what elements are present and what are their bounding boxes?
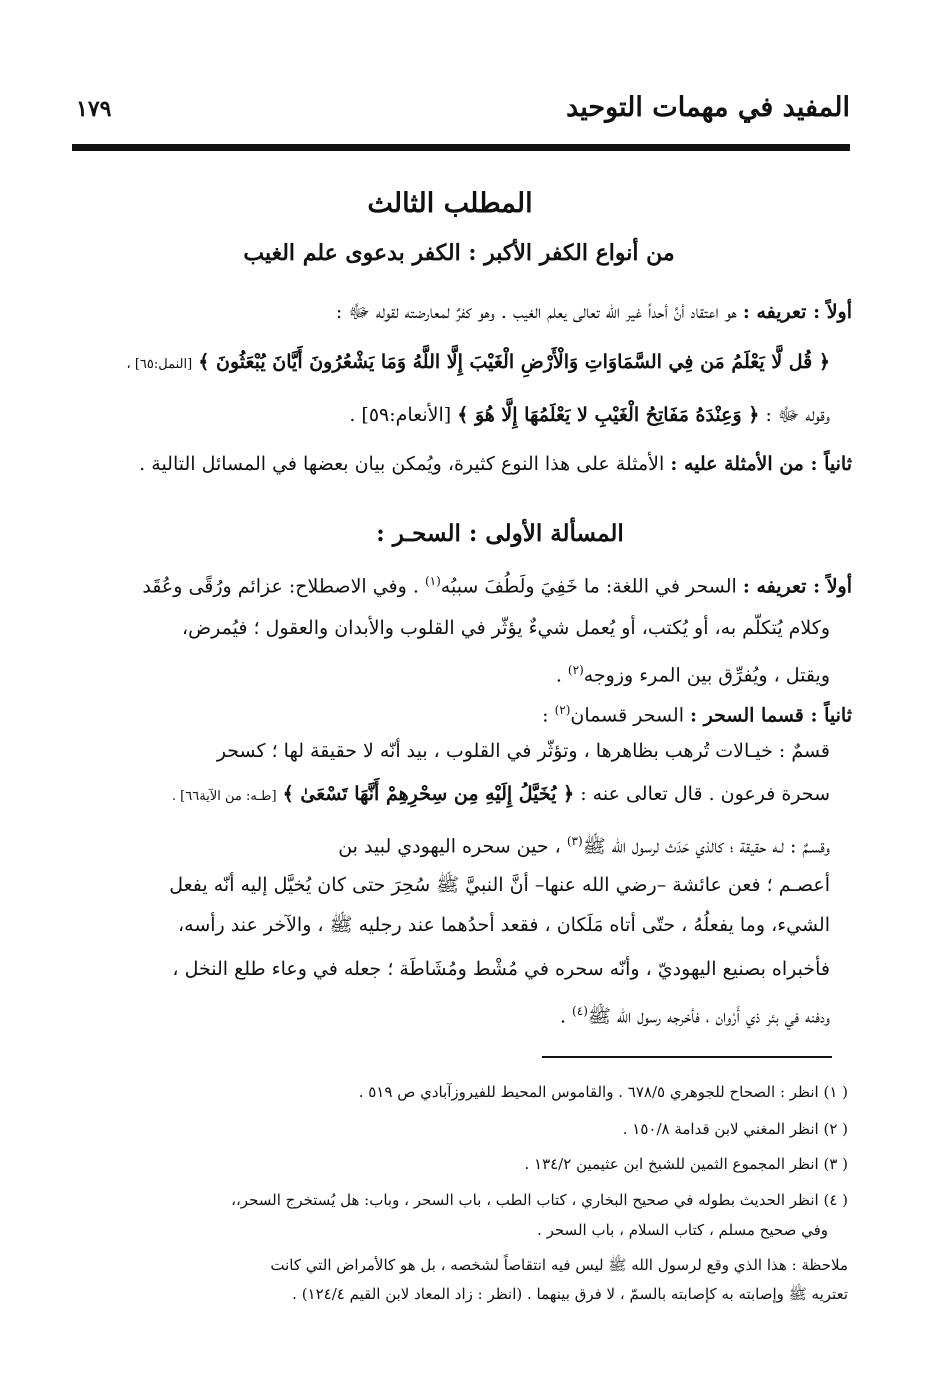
body-line: [560, 996, 830, 1031]
section-title: المطلب الثالث: [367, 188, 533, 219]
footnote-ref: (٢): [554, 703, 571, 717]
body-text: .: [555, 664, 562, 687]
verse-intro: وقوله ﷻ :: [765, 404, 830, 426]
examples-label: ثانياً : من الأمثلة عليه :: [670, 453, 852, 475]
footnote-4-cont: وفي صحيح مسلم ، كتاب السلام ، باب السحر .: [537, 1221, 828, 1239]
section-subtitle: من أنواع الكفر الأكبر : الكفر بدعوى علم الغيب: [243, 240, 675, 266]
quran-verse-anam: ﴿ وَعِنْدَهُ مَفَاتِحُ الْغَيْبِ لا يَعْلَمُهَا إِلَّا هُوَ ﴾: [457, 404, 760, 426]
body-text: ويقتل ، ويُفرِّق بين المرء وزوجه: [583, 664, 830, 687]
body-text: ، حين سحره اليهودي لبيد بن: [338, 835, 561, 858]
magic-definition-text-cont: . وفي الاصطلاح: عزائم ورُقًى وعُقَد: [142, 575, 419, 598]
body-text: .: [559, 1005, 566, 1028]
body-line: أعصـم ؛ فعن عائشة –رضي الله عنها– أنَّ النبيَّ ﷺ سُحِرَ حتى كان يُخيَّل إليه أنّه يفعل: [169, 874, 830, 896]
definition-text: هو اعتقاد أنَّ أحداً غير الله تعالى يعلم الغيب . وهو كفرٌ لمعارضته لقوله ﷻ :: [335, 301, 737, 323]
body-line: [556, 655, 830, 690]
magic-types-text: السحر قسمان: [570, 704, 684, 727]
definition-label: أولاً : تعريفه :: [742, 301, 852, 323]
running-header: [72, 92, 850, 136]
footnote-4: ( ٤) انظر الحديث بطوله في صحيح البخاري ، كتاب الطب ، باب السحر ، وباب: هل يُستخرج السحر،،: [231, 1191, 848, 1209]
footnote-2: ( ٢) انظر المغني لابن قدامة ١٥٠/٨ .: [622, 1120, 848, 1138]
footnote-note-cont: تعتريه ﷺ وإصابته به كإصابته بالسمّ ، لا فرق بينهما . (انظر : زاد المعاد لابن القيم ١٢٤/٤) .: [292, 1285, 848, 1303]
issue-title: المسألة الأولى : السحـر :: [376, 520, 624, 547]
examples-text: الأمثلة على هذا النوع كثيرة، ويُمكن بيان بعضها في المسائل التالية .: [139, 453, 665, 475]
verse-reference-naml: [النمل:٦٥] ،: [126, 357, 193, 372]
body-line: [338, 826, 830, 861]
footnote-note: ملاحظة : هذا الذي وقع لرسول الله ﷺ ليس فيه انتقاصاً لشخصه ، بل هو كالأمراض التي كانت: [270, 1256, 848, 1274]
definition-line: [336, 297, 852, 327]
header-rule: [72, 144, 850, 151]
body-text: ودفنه في بئر ذي أَرْوان ، فأخرجه رسول الله ﷺ: [587, 1005, 830, 1028]
body-line: وكلام يُتكلّم به، أو يُكتب، أو يُعمل شيءٌ يؤثّر في القلوب والأبدان والعقول ؛ فيُمرض،: [182, 617, 830, 639]
body-text: سحرة فرعون . قال تعالى عنه :: [580, 783, 830, 805]
body-line: [172, 779, 830, 812]
footnote-ref: (٣): [566, 834, 583, 848]
verse-reference-taha: [طـه: من الآية٦٦] .: [171, 789, 277, 804]
verse-line-2: [349, 400, 830, 430]
magic-definition-label: أولاً : تعريفه :: [742, 575, 852, 598]
footnote-ref: (٤): [572, 1004, 588, 1018]
body-text: وقسـمٌ : لـه حقيقة ؛ كالذي حَدَث لرسول الله ﷺ: [582, 835, 830, 858]
quran-verse-taha: ﴿ يُخَيَّلُ إِلَيْهِ مِن سِحْرِهِمْ أَنَّهَا تَسْعَىٰ ﴾: [282, 783, 575, 805]
footnote-ref: (٢): [567, 663, 584, 677]
footnote-1: ( ١) انظر : الصحاح للجوهري ٦٧٨/٥ . والقاموس المحيط للفيروزآبادي ص ٥١٩ .: [358, 1083, 848, 1101]
examples-line: [139, 449, 852, 479]
magic-definition-text: السحر في اللغة: ما خَفِيَ ولَطُفَ سببُه: [440, 575, 737, 598]
magic-types-label: ثانياً : قسما السحر :: [690, 704, 852, 727]
verse-line-1: [127, 347, 830, 380]
magic-types-line: [542, 695, 852, 730]
footnote-separator: [542, 1056, 832, 1058]
body-line: الشيء، وما يفعلُهُ ، حتّى أتاه مَلَكان ، فقعد أحدُهما عند رجليه ﷺ ، والآخر عند رأسه،: [178, 914, 830, 936]
verse-reference-anam: [الأنعام:٥٩] .: [349, 404, 452, 426]
footnote-3: ( ٣) انظر المجموع الثمين للشيخ ابن عثيمين ١٣٤/٢ .: [524, 1155, 848, 1173]
magic-types-text-cont: :: [542, 704, 549, 727]
footnote-ref: (١): [424, 574, 441, 588]
page-number: ١٧٩: [76, 96, 112, 122]
body-line: قسمٌ : خيـالات تُرهب بظاهرها ، وتؤثّر في القلوب ، بيد أنّه لا حقيقة لها ؛ كسحر: [216, 740, 830, 762]
magic-definition-line: [142, 566, 852, 601]
body-line: فأخبراه بصنيع اليهوديّ ، وأنّه سحره في مُشْط ومُشَاطَة ؛ جعله في وعاء طلع النخل ،: [172, 958, 830, 980]
running-title: المفيد في مهمات التوحيد: [566, 92, 850, 123]
quran-verse-naml: ﴿ قُل لَّا يَعْلَمُ مَن فِي السَّمَاوَاتِ وَالْأَرْضِ الْغَيْبَ إِلَّا اللَّهُ وَمَا يَشْعُرُونَ أَيَّانَ يُبْعَثُونَ ﴾: [198, 351, 830, 373]
